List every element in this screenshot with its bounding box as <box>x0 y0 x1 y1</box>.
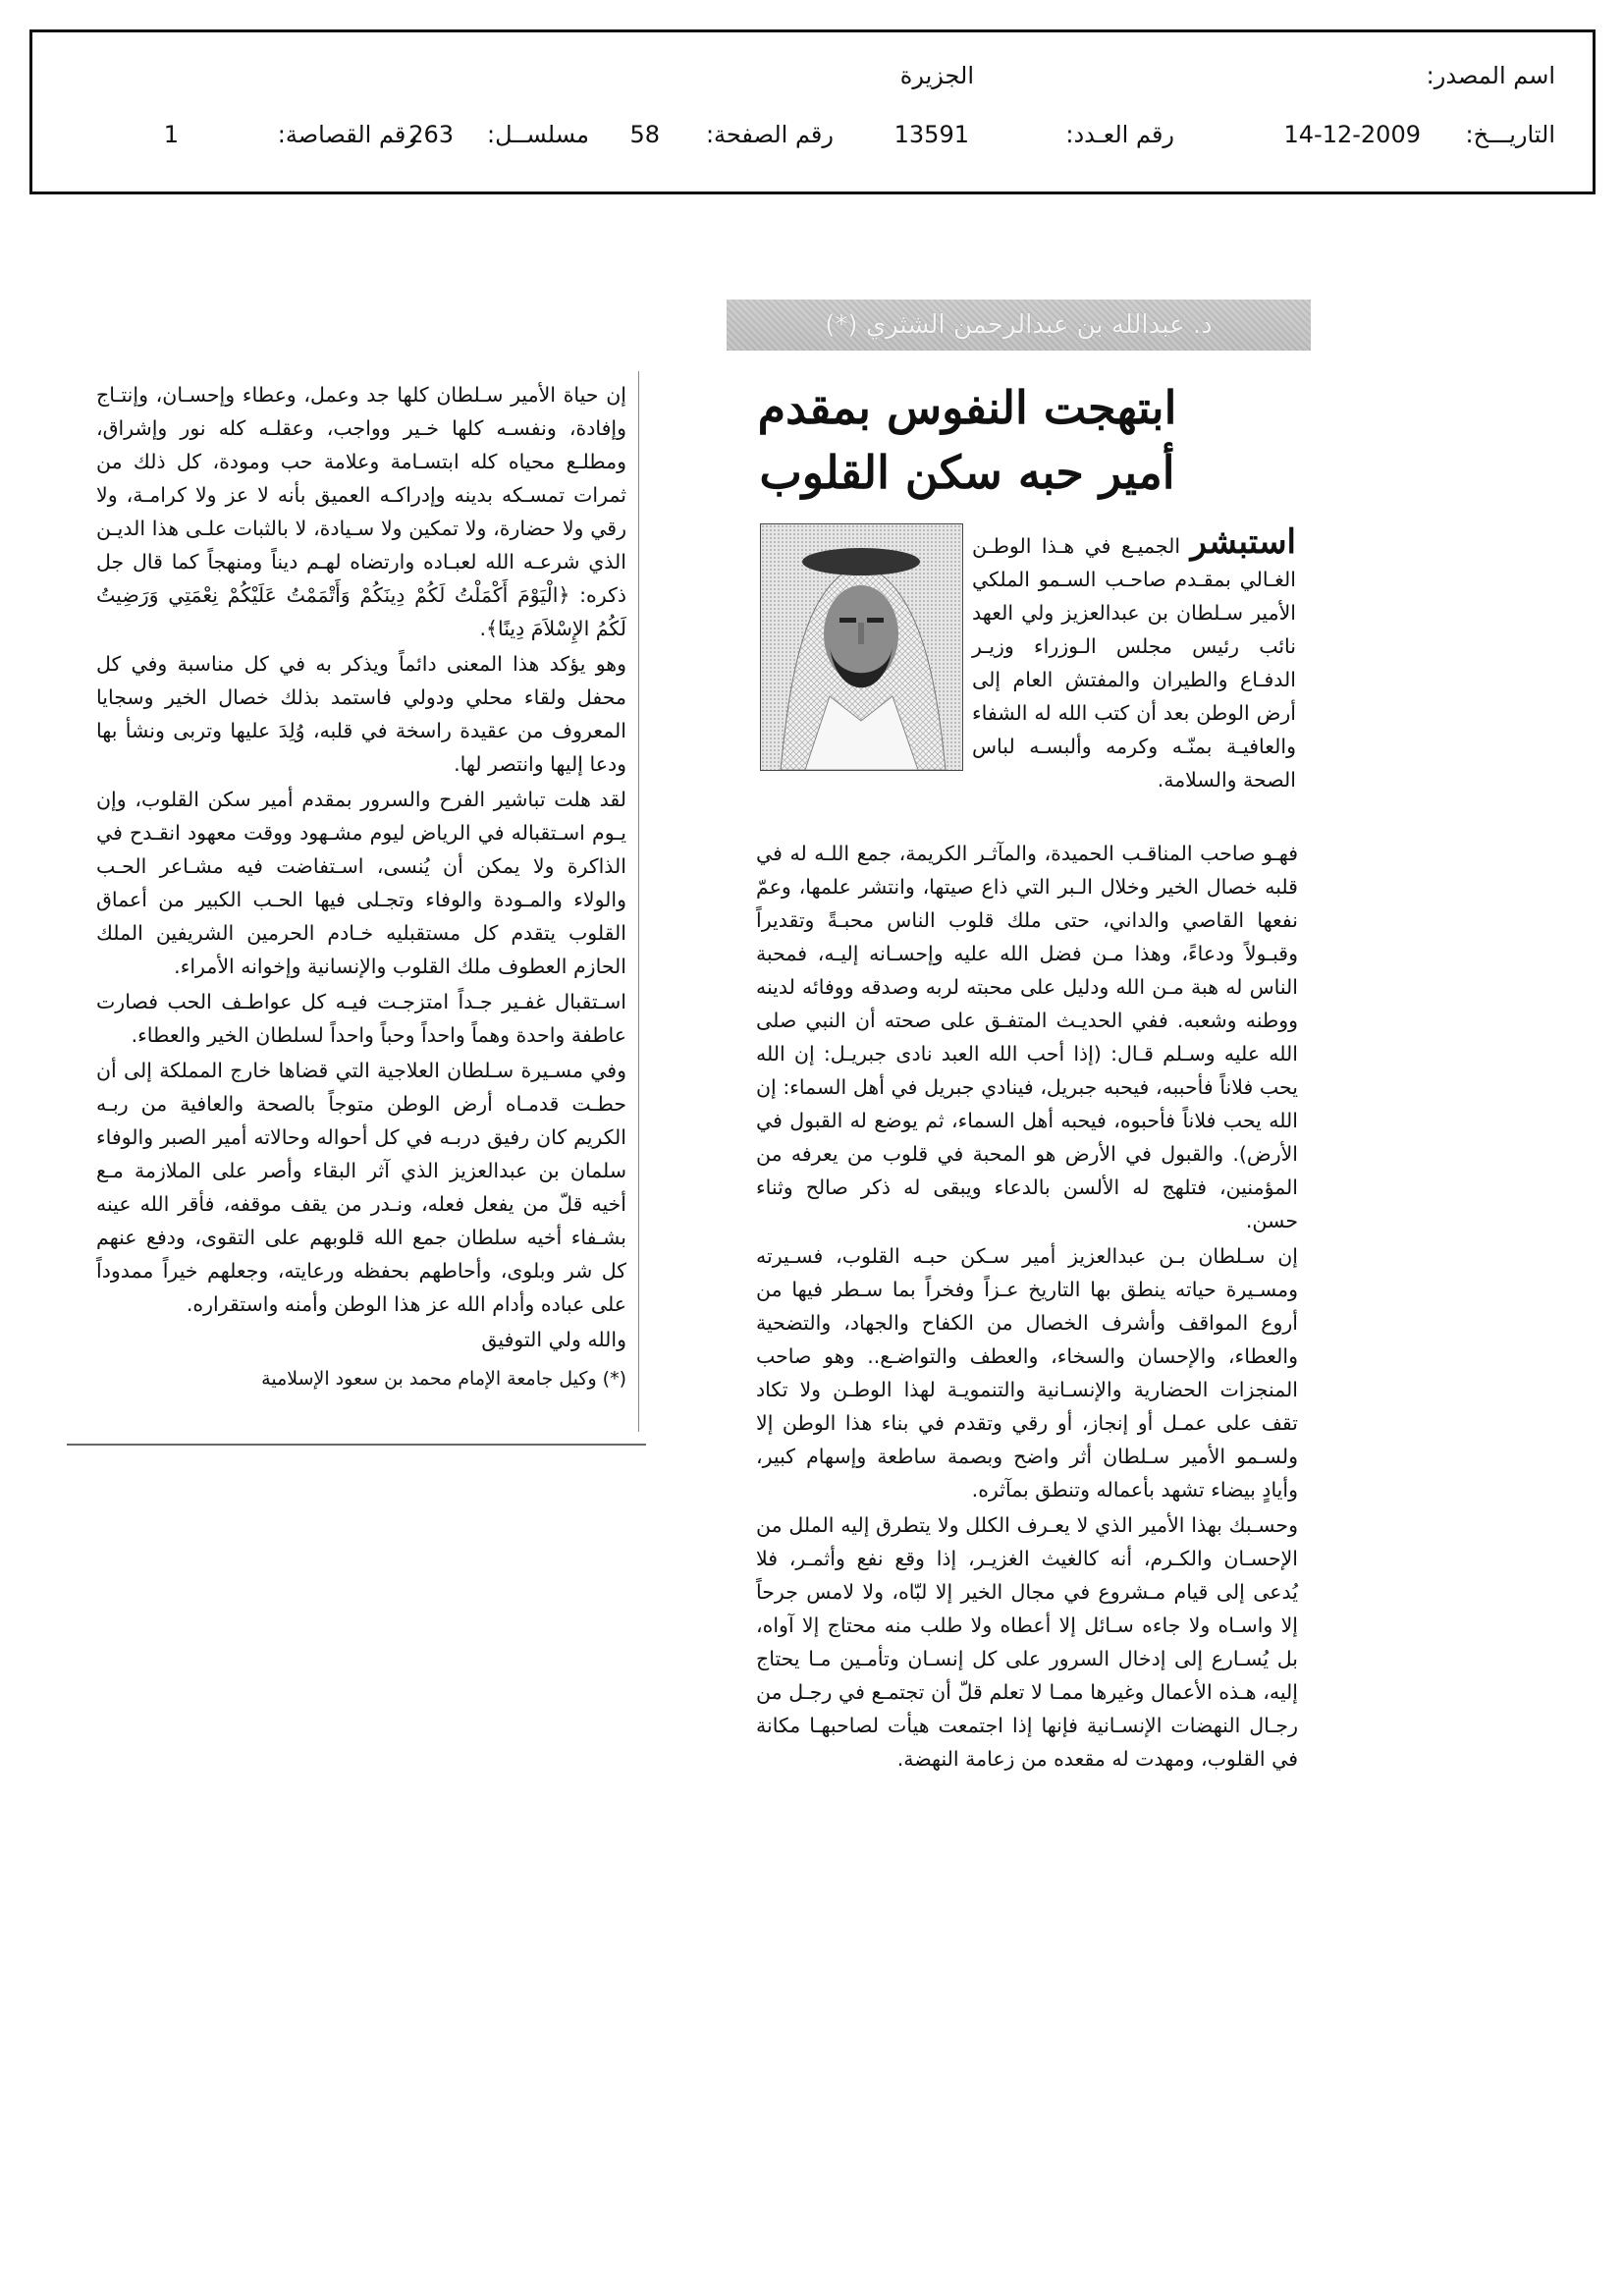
page-label: رقم الصفحة: <box>705 121 834 148</box>
right-paragraph-1: فهـو صاحب المناقـب الحميدة، والمآثـر الكريمة، جمع اللـه له في قلبه خصال الخير وخلال الـبر التي ذاع صيتها، وانتشر علمها، وعمّ نفعها القاصي والداني، حتى ملك قلوب الناس محبـةً وتقديراً وقبـولاً ودعاءً، وهذا مـن فضل الله عليه وإحسـانه إليـه، فمحبة الناس له هبة مـن الله ودليل على محبته لربه وصدقه ووفائه لدينه ووطنه وشعبه. ففي الحديـث المتفـق على صحته أن النبي صلى الله عليه وسـلم قـال: (إذا أحب الله العبد نادى جبريـل: إن الله يحب فلاناً فأحببه، فيحبه جبريل، فينادي جبريل في أهل السماء: إن الله يحب فلاناً فأحبوه، فيحبه أهل السماء، ثم يوضع له القبول في الأرض). والقبول في الأرض هو المحبة في قلوب من يعرفه من المؤمنين، فتلهج له الألسن بالدعاء ويبقى له ذكر صالح وثناء حسن. <box>756 842 1298 1232</box>
source-value: الجزيرة <box>899 62 974 89</box>
title-line-2: أمير حبه سكن القلوب <box>759 446 1175 499</box>
clip-value: 1 <box>163 121 179 148</box>
left-paragraph-3: لقد هلت تباشير الفرح والسرور بمقدم أمير سكن القلوب، وإن يـوم اسـتقباله في الرياض ليوم مشـهود ووقت معهود انقـدح في الذاكرة ولا يمكن أن يُنسى، اسـتفاضت فيه مشـاعر الحـب والولاء والمـودة والوفاء وتجـلى فيها الحـب الكبير من أعماق القلوب يتقدم كل مستقبليه خـادم الحرمين الشريفين الملك الحازم العطوف ملك القلوب والإنسانية وإخوانه الأمراء. <box>96 788 626 978</box>
right-paragraph-3: وحسـبك بهذا الأمير الذي لا يعـرف الكلل ولا يتطرق إليه الملل من الإحسـان والكـرم، أنه كالغيث الغزيـر، إذا وقع نفع وأثمـر، فلا يُدعى إلى قيام مـشروع في مجال الخير إلا لبّاه، ولا لامس جرحاً إلا واسـاه ولا جاءه سـائل إلا أعطاه ولا طلب منه محتاج إلا آواه، بل يُسـارع إلى إدخال السرور على كل إنسـان وتأمـين مـا يحتاج إليه، هـذه الأعمال وغيرها ممـا لا تعلم قلّ أن تجتمـع في رجـل من رجـال النهضات الإنسـانية فإنها إذا اجتمعت هيأت لصاحبهـا مكانة في القلوب، ومهدت له مقعده من زعامة النهضة. <box>756 1513 1298 1771</box>
left-paragraph-5: وفي مسـيرة سـلطان العلاجية التي قضاها خارج المملكة إلى أن حطـت قدمـاه أرض الوطن متوجاً بالصحة والعافية من ربـه الكريم كان رفيق دربـه في كل أحواله وحالاته أمير الصبر والوفاء سلمان بن عبدالعزيز الذي آثر البقاء وأصر على الملازمة مـع أخيه قلّ من يفعل فعله، ونـدر من يقف موقفه، فأقر الله عينه بشـفاء أخيه سلطان جمع الله قلوبهم على التقوى، ودفع عنهم كل شر وبلوى، وأحاطهم بحفظه ورعايته، وجعلهم خيراً ممدوداً على عباده وأدام الله عز هذا الوطن وأمنه واستقراره. <box>96 1059 626 1316</box>
author-photo <box>760 523 963 771</box>
dropcap-word: استبشر <box>1190 522 1296 562</box>
intro-text: الجميـع في هـذا الوطـن الغـالي بمقـدم صاحـب السـمو الملكي الأمير سـلطان بن عبدالعزيز ولي العهد نائب رئيس مجلس الـوزراء وزيـر الدفـاع والطيران والمفتش العام إلى أرض الوطن بعد أن كتب الله له الشفاء والعافيـة بمنّـه وكرمه وألبسـه لباس الصحة والسلامة. <box>972 534 1296 792</box>
article-intro <box>972 522 1296 796</box>
article-title <box>746 375 1188 505</box>
author-footnote: (*) وكيل جامعة الإمام محمد بن سعود الإسلامية <box>261 1368 626 1390</box>
portrait-drawing <box>761 524 962 770</box>
clipping-header <box>29 29 1596 194</box>
left-column <box>96 378 626 1394</box>
source-label: اسم المصدر: <box>1426 62 1555 89</box>
serial-label: مسلســل: <box>487 121 589 148</box>
serial-value: 263 <box>408 121 454 148</box>
left-paragraph-2: وهو يؤكد هذا المعنى دائماً ويذكر به في كل مناسبة وفي كل محفل ولقاء محلي ودولي فاستمد بذلك خصال الخير وسجايا المعروف من عقيدة راسخة في قلبه، وُلِدَ عليها وتربى ونشأ بها ودعا إليها وانتصر لها. <box>96 652 626 776</box>
closing-line: والله ولي التوفيق <box>481 1328 626 1351</box>
intro-paragraph <box>972 522 1296 796</box>
date-value: 14-12-2009 <box>1283 121 1421 148</box>
issue-label: رقم العـدد: <box>1065 121 1174 148</box>
left-paragraph-1: إن حياة الأمير سـلطان كلها جد وعمل، وعطاء وإحسـان، وإنتـاج وإفادة، ونفسـه كلها خـير وواجب، وعقلـه كله نور وإشراق، ومطلـع محياه كله ابتسـامة وعلامة حب ومودة، كل ذلك من ثمرات تمسـكه بدينه وإدراكـه العميق بأنه لا عز ولا كرامـة، ولا رقي ولا حضارة، ولا تمكين ولا سـيادة، لا بالثبات علـى هذا الديـن الذي شرعـه الله لعبـاده وارتضاه لهـم ديناً ومنهجاً كما قال جل ذكره: ﴿الْيَوْمَ أَكْمَلْتُ لَكُمْ دِينَكُمْ وَأَتْمَمْتُ عَلَيْكُمْ نِعْمَتِي وَرَضِيتُ لَكُمُ الإِسْلاَمَ دِينًا﴾. <box>96 383 626 640</box>
author-byline: د. عبدالله بن عبدالرحمن الشثري (*) <box>727 300 1311 351</box>
left-paragraph-4: اسـتقبال غفـير جـداً امتزجـت فيـه كل عواطـف الحب فصارت عاطفة واحدة وهماً واحداً وحباً واحداً لسلطان الخير والعطاء. <box>96 990 626 1047</box>
date-label: التاريـــخ: <box>1465 121 1555 148</box>
page-value: 58 <box>629 121 660 148</box>
clip-label: رقم القصاصة: <box>277 121 417 148</box>
issue-value: 13591 <box>893 121 969 148</box>
right-paragraph-2: إن سـلطان بـن عبدالعزيز أمير سـكن حبـه القلوب، فسـيرته ومسـيرة حياته ينطق بها التاريخ عـزاً وفخراً بما سـطر فيها من أروع المواقف وأشرف الخصال من الكفاح والجهاد، والتضحية والعطاء، والإحسان والسخاء، والعطف والتواضـع.. وهو صاحب المنجزات الحضارية والإنسـانية والتنمويـة لهذا الوطـن ولا تكاد تقف على عمـل أو إنجاز، أو رقي وتقدم في بناء هذا الوطن إلا ولسـمو الأمير سـلطان أثر واضح وبصمة ساطعة وإسهام كبير، وأيادٍ بيضاء تشهد بأعماله وتنطق بمآثره. <box>756 1244 1298 1502</box>
column-bottom-rule <box>67 1444 646 1446</box>
right-column <box>756 837 1298 1776</box>
column-divider <box>638 371 639 1432</box>
title-line-1: ابتهجت النفوس بمقدم <box>757 381 1177 434</box>
